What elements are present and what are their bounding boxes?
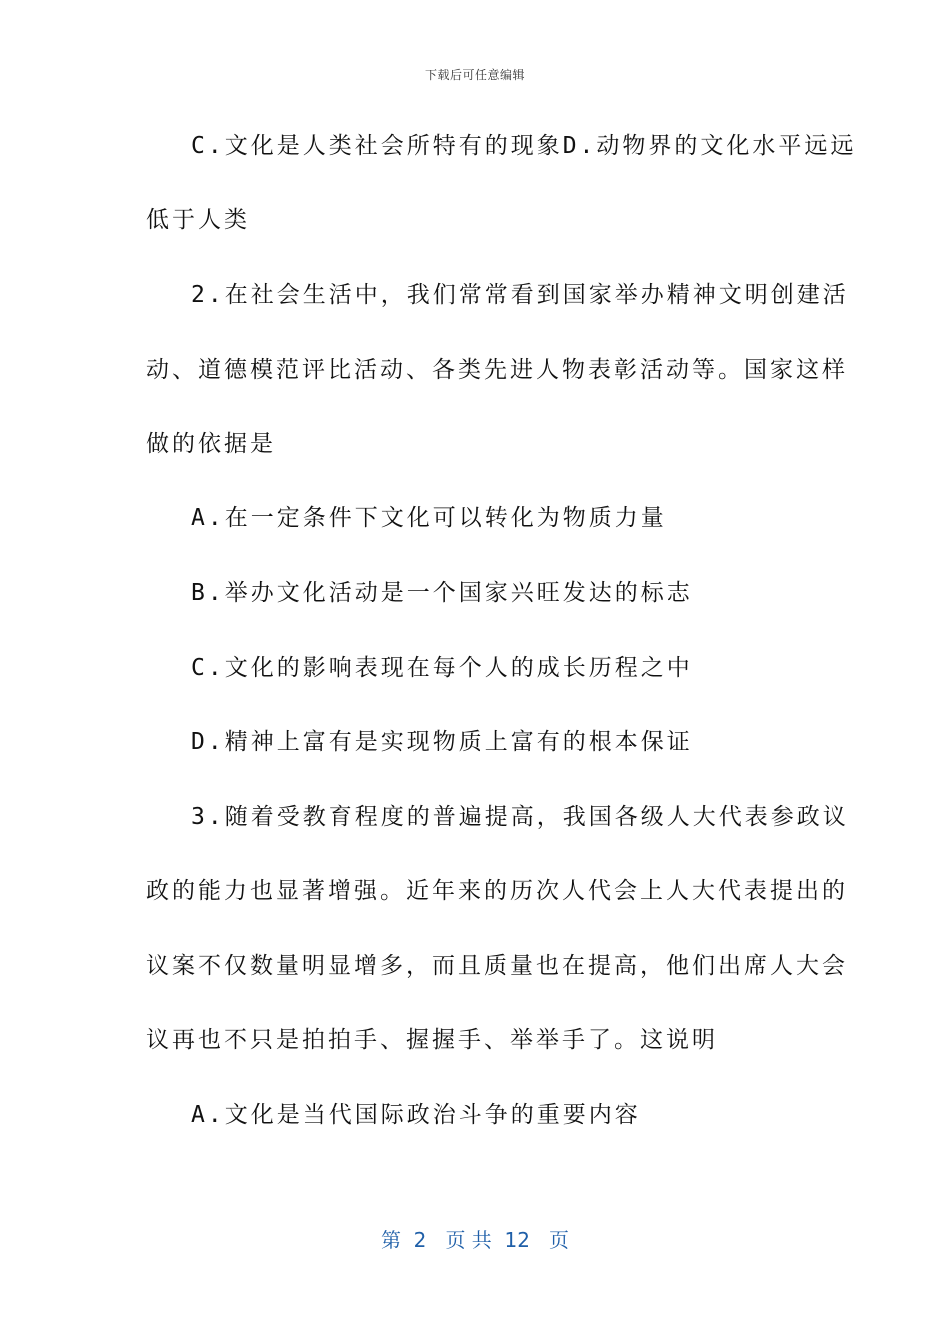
page-number: 第 2 页 共 12 页 <box>380 1228 570 1252</box>
header-note: 下载后可任意编辑 <box>424 68 525 82</box>
option-a-line: A.在一定条件下文化可以转化为物质力量 <box>191 505 667 531</box>
question-3-line: 3.随着受教育程度的普遍提高，我国各级人大代表参政议 <box>191 804 849 830</box>
option-a-line: A.文化是当代国际政治斗争的重要内容 <box>191 1102 641 1128</box>
option-c-line: C.文化的影响表现在每个人的成长历程之中 <box>191 655 693 681</box>
option-d-line: D.精神上富有是实现物质上富有的根本保证 <box>191 729 693 755</box>
option-b-line: B.举办文化活动是一个国家兴旺发达的标志 <box>191 580 693 606</box>
question-2-line: 2.在社会生活中，我们常常看到国家举办精神文明创建活 <box>191 282 849 308</box>
text-line: 动、道德模范评比活动、各类先进人物表彰活动等。国家这样 <box>146 357 848 383</box>
text-line: 政的能力也显著增强。近年来的历次人代会上人大代表提出的 <box>146 878 848 904</box>
text-line: 低于人类 <box>146 207 250 233</box>
text-line: 做的依据是 <box>146 431 276 457</box>
text-line: 议再也不只是拍拍手、握握手、举举手了。这说明 <box>146 1027 718 1053</box>
text-line: C.文化是人类社会所特有的现象D.动物界的文化水平远远 <box>191 133 857 159</box>
text-line: 议案不仅数量明显增多，而且质量也在提高，他们出席人大会 <box>146 953 848 979</box>
